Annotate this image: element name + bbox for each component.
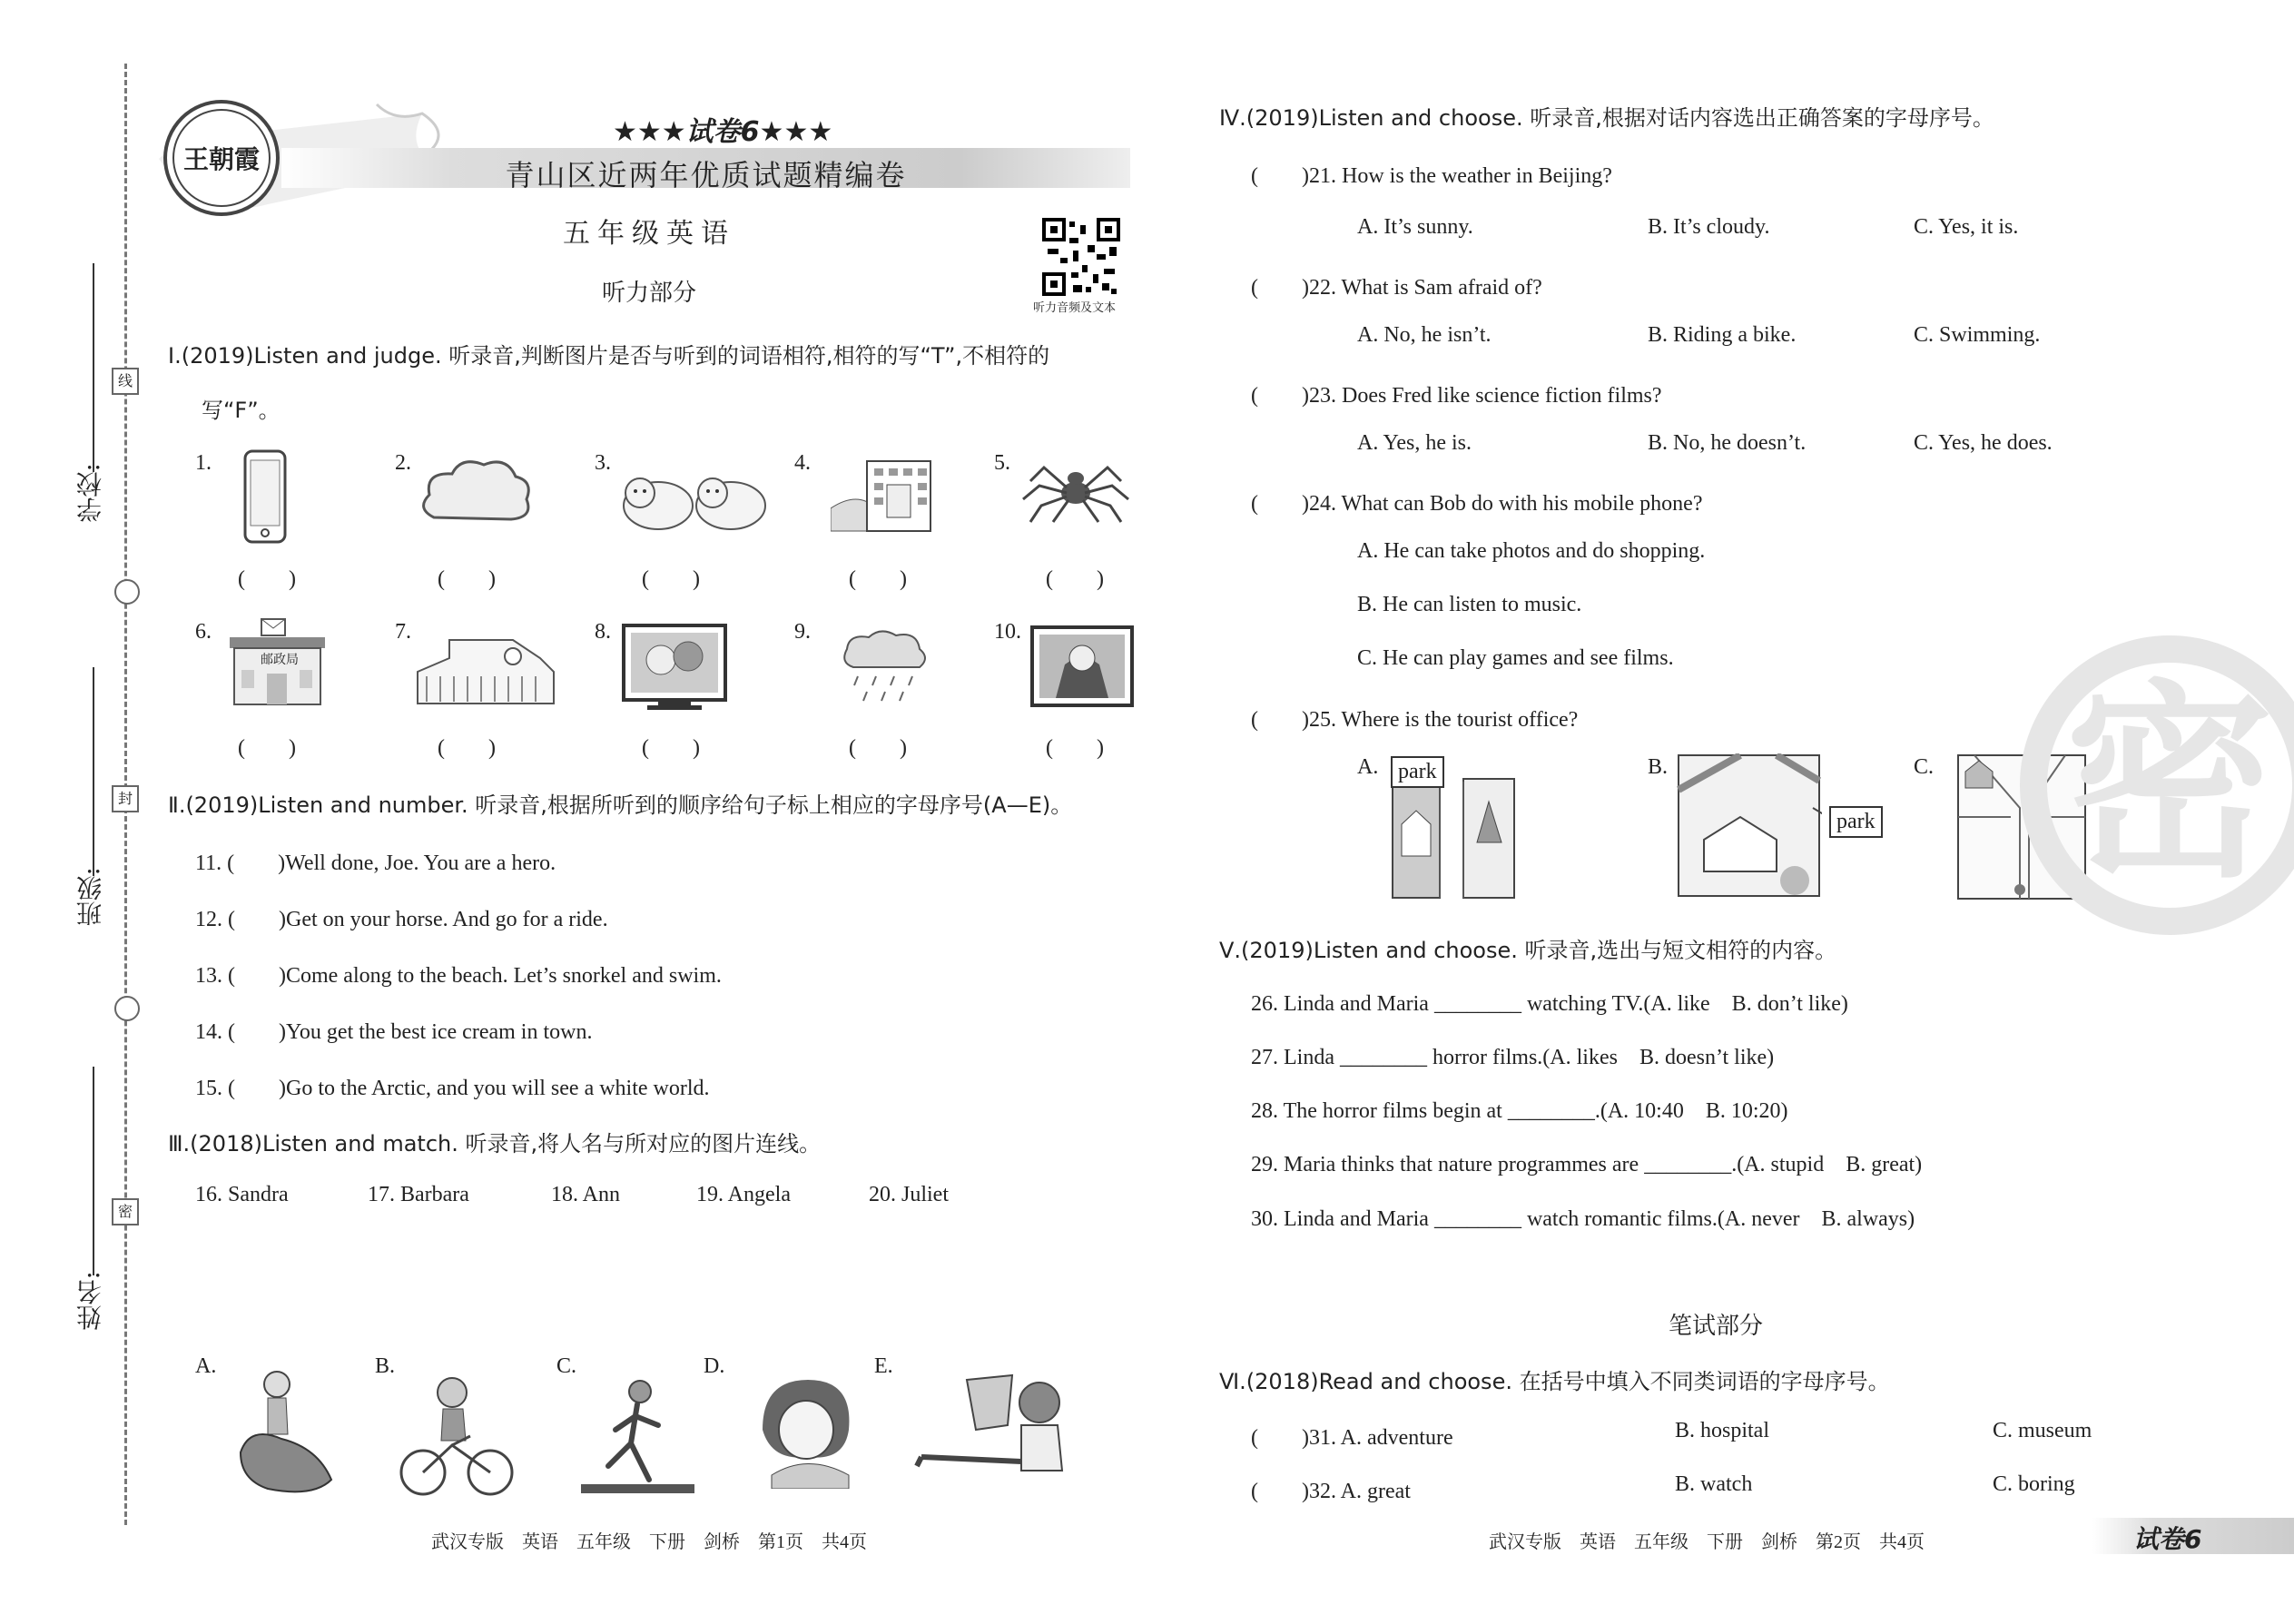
- question-13: 13. ( )Come along to the beach. Let’s snorkel and swim.: [195, 964, 722, 988]
- match-name: 20. Juliet: [869, 1183, 949, 1206]
- bicycle-icon: [398, 1373, 516, 1500]
- option-32-b: B. watch: [1675, 1472, 1753, 1496]
- mobile-phone-icon: [238, 448, 292, 547]
- pic-label: D.: [704, 1354, 725, 1378]
- question-31: ( )31. A. adventure: [1251, 1426, 1453, 1450]
- polar-bears-icon: [617, 468, 776, 536]
- item-number: 5.: [994, 451, 1010, 475]
- question-26: 26. Linda and Maria ________ watching TV.(A. like B. don’t like): [1251, 992, 1848, 1016]
- answer-paren[interactable]: ( ): [438, 567, 496, 591]
- watermark-char: 密: [2064, 664, 2274, 906]
- logo-text: 王朝霞: [182, 144, 260, 174]
- question-30: 30. Linda and Maria ________ watch romantic films.(A. never B. always): [1251, 1207, 1915, 1231]
- answer-paren[interactable]: ( ): [238, 736, 296, 760]
- option-25-a[interactable]: A.: [1357, 755, 1379, 779]
- option-25-b[interactable]: B.: [1648, 755, 1669, 779]
- pic-label: B.: [375, 1354, 396, 1378]
- item-number: 6.: [195, 620, 212, 644]
- option-22-b[interactable]: B. Riding a bike.: [1648, 323, 1797, 347]
- pic-label: C.: [556, 1354, 577, 1378]
- answer-paren[interactable]: ( ): [438, 736, 496, 760]
- answer-paren[interactable]: ( ): [849, 567, 907, 591]
- mark-line: 线: [112, 368, 139, 395]
- option-25-c[interactable]: C.: [1914, 755, 1935, 779]
- park-label: park: [1391, 756, 1444, 788]
- secret-watermark: [2020, 635, 2294, 935]
- tv-romance-icon: [620, 622, 729, 713]
- class-line: [93, 667, 94, 876]
- part5-heading: Ⅴ.(2019)Listen and choose. 听录音,选出与短文相符的内容。: [1219, 938, 1837, 963]
- item-number: 1.: [195, 451, 212, 475]
- option-23-a[interactable]: A. Yes, he is.: [1357, 431, 1472, 455]
- section-written-title: 笔试部分: [1669, 1313, 1764, 1340]
- answer-paren[interactable]: ( ): [1046, 567, 1104, 591]
- jet-ski-icon: [231, 1362, 336, 1498]
- park-label: park: [1829, 806, 1883, 838]
- question-14: 14. ( )You get the best ice cream in town.: [195, 1020, 593, 1044]
- question-11: 11. ( )Well done, Joe. You are a hero.: [195, 851, 556, 875]
- item-number: 9.: [794, 620, 811, 644]
- question-23: ( )23. Does Fred like science fiction films?: [1251, 384, 1662, 408]
- option-24-c[interactable]: C. He can play games and see films.: [1357, 646, 1674, 670]
- question-24: ( )24. What can Bob do with his mobile phone?: [1251, 492, 1703, 516]
- banner-title: 青山区近两年优质试题精编卷: [505, 158, 907, 192]
- mark-seal: 封: [112, 785, 139, 812]
- option-24-b[interactable]: B. He can listen to music.: [1357, 593, 1582, 616]
- option-21-b[interactable]: B. It’s cloudy.: [1648, 215, 1770, 239]
- footer-tag-bar: [2092, 1518, 2294, 1554]
- part6-heading: Ⅵ.(2018)Read and choose. 在括号中填入不同类词语的字母序号。: [1219, 1369, 1890, 1394]
- question-15: 15. ( )Go to the Arctic, and you will see a white world.: [195, 1077, 710, 1100]
- option-22-a[interactable]: A. No, he isn’t.: [1357, 323, 1492, 347]
- runner-icon: [581, 1375, 694, 1498]
- question-12: 12. ( )Get on your horse. And go for a ride.: [195, 908, 608, 931]
- girl-portrait-icon: [753, 1375, 858, 1489]
- item-number: 8.: [595, 620, 611, 644]
- map-b: [1677, 753, 1876, 899]
- qr-caption: 听力音频及文本: [1033, 301, 1117, 315]
- logo-badge: [163, 100, 280, 216]
- question-21: ( )21. How is the weather in Beijing?: [1251, 164, 1612, 188]
- match-name: 16. Sandra: [195, 1183, 289, 1206]
- railway-station-icon: [413, 631, 558, 708]
- option-21-a[interactable]: A. It’s sunny.: [1357, 215, 1473, 239]
- question-28: 28. The horror films begin at ________.(A. 10:40 B. 10:20): [1251, 1099, 1788, 1123]
- museum-icon: [831, 454, 940, 536]
- option-23-c[interactable]: C. Yes, he does.: [1914, 431, 2053, 455]
- pic-label: A.: [195, 1354, 217, 1378]
- name-line: [93, 1067, 94, 1275]
- section-listen-title: 听力部分: [601, 280, 696, 307]
- rain-cloud-icon: [840, 626, 930, 713]
- post-office-icon: [225, 617, 330, 708]
- answer-paren[interactable]: ( ): [238, 567, 296, 591]
- question-32: ( )32. A. great: [1251, 1480, 1411, 1503]
- option-22-c[interactable]: C. Swimming.: [1914, 323, 2041, 347]
- part1-heading-cont: 写“F”。: [202, 398, 281, 423]
- tv-vampire-icon: [1029, 624, 1136, 710]
- option-24-a[interactable]: A. He can take photos and do shopping.: [1357, 539, 1706, 563]
- name-label: 姓名:: [75, 1271, 105, 1331]
- part2-heading: Ⅱ.(2019)Listen and number. 听录音,根据所听到的顺序给句子标上相应的字母序号(A—E)。: [168, 792, 1073, 818]
- question-29: 29. Maria thinks that nature programmes are ________.(A. stupid B. great): [1251, 1153, 1923, 1176]
- post-office-sign: 邮政局: [261, 653, 299, 667]
- girl-reading-icon: [912, 1371, 1076, 1484]
- spider-icon: [1021, 458, 1130, 527]
- answer-paren[interactable]: ( ): [642, 567, 700, 591]
- class-label: 班级:: [75, 867, 105, 927]
- question-22: ( )22. What is Sam afraid of?: [1251, 276, 1542, 300]
- item-number: 10.: [994, 620, 1021, 644]
- answer-paren[interactable]: ( ): [849, 736, 907, 760]
- map-a: [1391, 756, 1518, 900]
- part4-heading: Ⅳ.(2019)Listen and choose. 听录音,根据对话内容选出正确答案的字母序号。: [1219, 105, 1994, 131]
- option-21-c[interactable]: C. Yes, it is.: [1914, 215, 2019, 239]
- item-number: 7.: [395, 620, 411, 644]
- match-name: 19. Angela: [696, 1183, 791, 1206]
- title-banner: [281, 148, 1130, 192]
- option-31-c: C. museum: [1993, 1419, 2092, 1442]
- item-number: 4.: [794, 451, 811, 475]
- option-23-b[interactable]: B. No, he doesn’t.: [1648, 431, 1807, 455]
- mark-circle-icon: [114, 579, 140, 605]
- question-27: 27. Linda ________ horror films.(A. likes B. doesn’t like): [1251, 1046, 1775, 1069]
- answer-paren[interactable]: ( ): [1046, 736, 1104, 760]
- subject-title: 五年级英语: [563, 218, 735, 250]
- match-name: 17. Barbara: [368, 1183, 469, 1206]
- item-number: 2.: [395, 451, 411, 475]
- footer-tag: 试卷6: [2133, 1524, 2202, 1554]
- item-number: 3.: [595, 451, 611, 475]
- footer-left: 武汉专版 英语 五年级 下册 剑桥 第1页 共4页: [431, 1532, 867, 1552]
- match-name: 18. Ann: [551, 1183, 621, 1206]
- answer-paren[interactable]: ( ): [642, 736, 700, 760]
- mark-secret: 密: [112, 1198, 139, 1225]
- school-label: 学校:: [75, 463, 105, 523]
- question-25: ( )25. Where is the tourist office?: [1251, 708, 1579, 732]
- part3-heading: Ⅲ.(2018)Listen and match. 听录音,将人名与所对应的图片连线。: [168, 1131, 822, 1156]
- paper-tag: ★★★试卷6★★★: [613, 116, 833, 148]
- mark-circle-icon: [114, 996, 140, 1021]
- option-31-b: B. hospital: [1675, 1419, 1770, 1442]
- footer-right: 武汉专版 英语 五年级 下册 剑桥 第2页 共4页: [1489, 1532, 1925, 1552]
- part1-heading: Ⅰ.(2019)Listen and judge. 听录音,判断图片是否与听到的词语相符,相符的写“T”,不相符的: [168, 343, 1050, 369]
- cloud-icon: [416, 454, 534, 527]
- pic-label: E.: [874, 1354, 893, 1378]
- street-map-icon: [1677, 753, 1822, 899]
- qr-code-icon: [1042, 218, 1120, 296]
- option-32-c: C. boring: [1993, 1472, 2075, 1496]
